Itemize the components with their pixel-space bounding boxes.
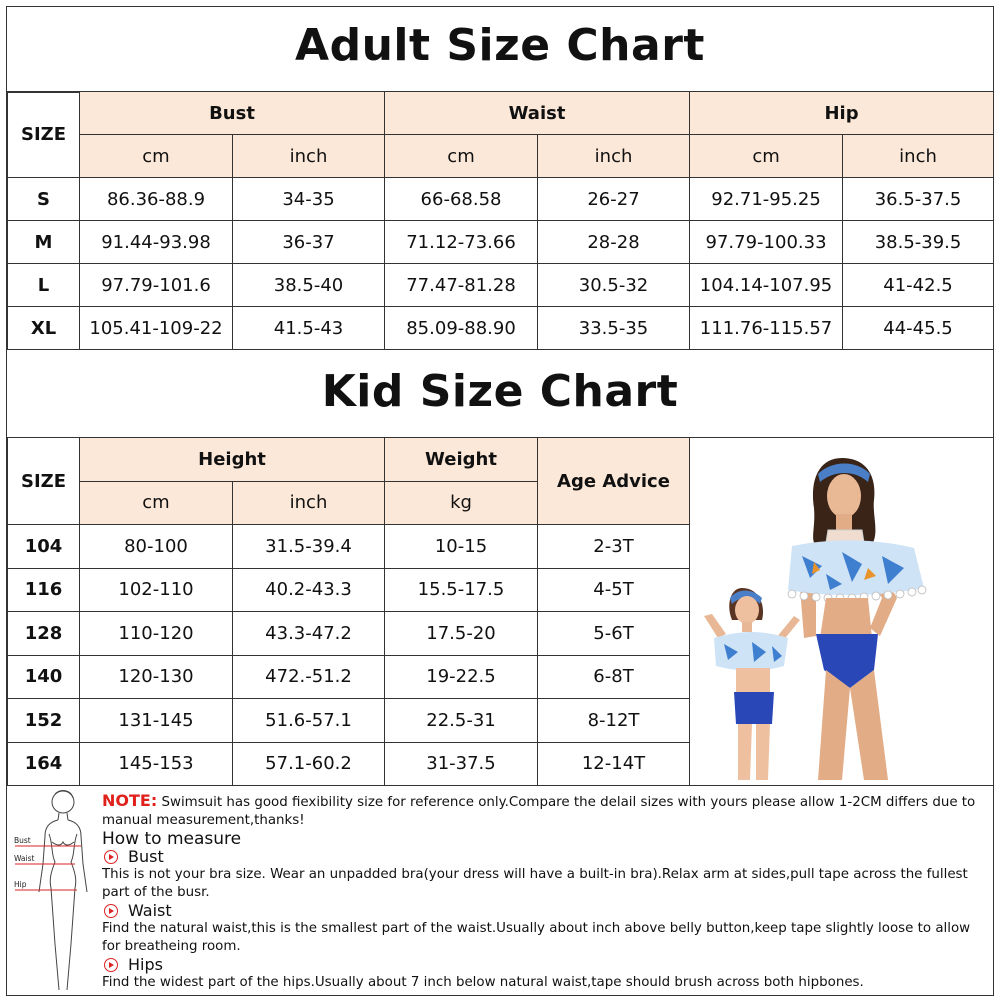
- table-cell: 86.36-88.9: [80, 178, 233, 221]
- unit-header: cm: [385, 135, 538, 178]
- table-cell: 31-37.5: [385, 742, 538, 786]
- table-cell: 26-27: [538, 178, 690, 221]
- bust-instructions: This is not your bra size. Wear an unpadded bra(your dress will have a built-in bra).Relax arm at sides,pull tape across the fullest part of the busr.: [102, 867, 968, 900]
- adult-size-table: [7, 91, 994, 350]
- size-label: 104: [8, 525, 80, 569]
- table-cell: 4-5T: [538, 568, 690, 612]
- table-cell: 22.5-31: [385, 699, 538, 743]
- table-cell: 31.5-39.4: [233, 525, 385, 569]
- table-cell: 145-153: [80, 742, 233, 786]
- table-cell: 51.6-57.1: [233, 699, 385, 743]
- hips-title: Hips: [128, 955, 163, 974]
- unit-header: inch: [538, 135, 690, 178]
- waist-instructions: Find the natural waist,this is the smallest part of the waist.Usually about inch above belly button,keep tape slightly loose to allow for breatheing room.: [102, 921, 971, 954]
- height-header: Height: [80, 438, 385, 482]
- table-cell: 2-3T: [538, 525, 690, 569]
- table-row: [8, 221, 994, 264]
- table-cell: 97.79-100.33: [690, 221, 843, 264]
- table-cell: 80-100: [80, 525, 233, 569]
- figure-label-bust: Bust: [14, 836, 31, 845]
- arrow-circle-icon: [104, 958, 118, 972]
- table-cell: 8-12T: [538, 699, 690, 743]
- bust-title: Bust: [128, 847, 164, 866]
- table-cell: 111.76-115.57: [690, 307, 843, 350]
- table-cell: 30.5-32: [538, 264, 690, 307]
- table-cell: 43.3-47.2: [233, 612, 385, 656]
- table-cell: 97.79-101.6: [80, 264, 233, 307]
- kid-size-table: [7, 437, 994, 786]
- table-cell: 19-22.5: [385, 655, 538, 699]
- unit-header: cm: [690, 135, 843, 178]
- body-measurement-figure: [11, 784, 103, 994]
- size-label: 128: [8, 612, 80, 656]
- bust-subheading: [102, 848, 992, 866]
- mother-daughter-swimsuit-image: [692, 438, 992, 780]
- table-cell: 131-145: [80, 699, 233, 743]
- table-cell: 472.-51.2: [233, 655, 385, 699]
- figure-label-hip: Hip: [14, 880, 27, 889]
- table-cell: 36.5-37.5: [843, 178, 994, 221]
- table-cell: 15.5-17.5: [385, 568, 538, 612]
- adult-chart-title: Adult Size Chart: [295, 20, 705, 71]
- table-cell: 85.09-88.90: [385, 307, 538, 350]
- table-cell: 66-68.58: [385, 178, 538, 221]
- note-text: Swimsuit has good fiexibility size for reference only.Compare the delail sizes with yours please allow 1-2CM differs due to manual measurement,thanks!: [102, 795, 976, 828]
- table-cell: 71.12-73.66: [385, 221, 538, 264]
- table-cell: 12-14T: [538, 742, 690, 786]
- waist-title: Waist: [128, 901, 172, 920]
- notes-text-block: [102, 792, 992, 992]
- arrow-circle-icon: [104, 904, 118, 918]
- table-cell: 92.71-95.25: [690, 178, 843, 221]
- note-label: NOTE:: [102, 791, 158, 810]
- model-photo: [690, 438, 994, 786]
- table-row: [8, 264, 994, 307]
- table-cell: 36-37: [233, 221, 385, 264]
- size-label: L: [8, 264, 80, 307]
- size-label: 164: [8, 742, 80, 786]
- size-label: S: [8, 178, 80, 221]
- table-cell: 57.1-60.2: [233, 742, 385, 786]
- size-label: 152: [8, 699, 80, 743]
- table-cell: 41-42.5: [843, 264, 994, 307]
- waist-subheading: [102, 902, 992, 920]
- size-header: SIZE: [8, 438, 80, 525]
- measurement-notes: [7, 782, 993, 995]
- size-label: XL: [8, 307, 80, 350]
- table-cell: 104.14-107.95: [690, 264, 843, 307]
- table-cell: 41.5-43: [233, 307, 385, 350]
- hips-subheading: [102, 956, 992, 974]
- kid-chart-title: Kid Size Chart: [321, 366, 679, 417]
- waist-header: Waist: [385, 92, 690, 135]
- table-cell: 77.47-81.28: [385, 264, 538, 307]
- table-cell: 10-15: [385, 525, 538, 569]
- note-paragraph: [102, 792, 992, 830]
- unit-header: inch: [843, 135, 994, 178]
- table-cell: 44-45.5: [843, 307, 994, 350]
- hips-instructions: Find the widest part of the hips.Usually about 7 inch below natural waist,tape should brush across both hipbones.: [102, 975, 864, 990]
- table-cell: 38.5-40: [233, 264, 385, 307]
- size-label: M: [8, 221, 80, 264]
- unit-header: cm: [80, 135, 233, 178]
- unit-header: cm: [80, 481, 233, 525]
- table-cell: 102-110: [80, 568, 233, 612]
- table-cell: 110-120: [80, 612, 233, 656]
- table-cell: 6-8T: [538, 655, 690, 699]
- table-cell: 5-6T: [538, 612, 690, 656]
- table-cell: 17.5-20: [385, 612, 538, 656]
- arrow-circle-icon: [104, 850, 118, 864]
- table-cell: 105.41-109-22: [80, 307, 233, 350]
- size-header: SIZE: [8, 92, 80, 178]
- table-cell: 28-28: [538, 221, 690, 264]
- age-advice-header: Age Advice: [538, 438, 690, 525]
- how-to-measure-heading: How to measure: [102, 829, 242, 849]
- hip-header: Hip: [690, 92, 994, 135]
- bust-header: Bust: [80, 92, 385, 135]
- table-row: [8, 307, 994, 350]
- unit-header: inch: [233, 135, 385, 178]
- table-row: [8, 178, 994, 221]
- size-label: 140: [8, 655, 80, 699]
- table-cell: 120-130: [80, 655, 233, 699]
- table-cell: 34-35: [233, 178, 385, 221]
- weight-header: Weight: [385, 438, 538, 482]
- table-cell: 91.44-93.98: [80, 221, 233, 264]
- table-cell: 33.5-35: [538, 307, 690, 350]
- unit-header: inch: [233, 481, 385, 525]
- figure-label-waist: Waist: [14, 854, 35, 863]
- table-cell: 40.2-43.3: [233, 568, 385, 612]
- unit-header: kg: [385, 481, 538, 525]
- table-cell: 38.5-39.5: [843, 221, 994, 264]
- size-label: 116: [8, 568, 80, 612]
